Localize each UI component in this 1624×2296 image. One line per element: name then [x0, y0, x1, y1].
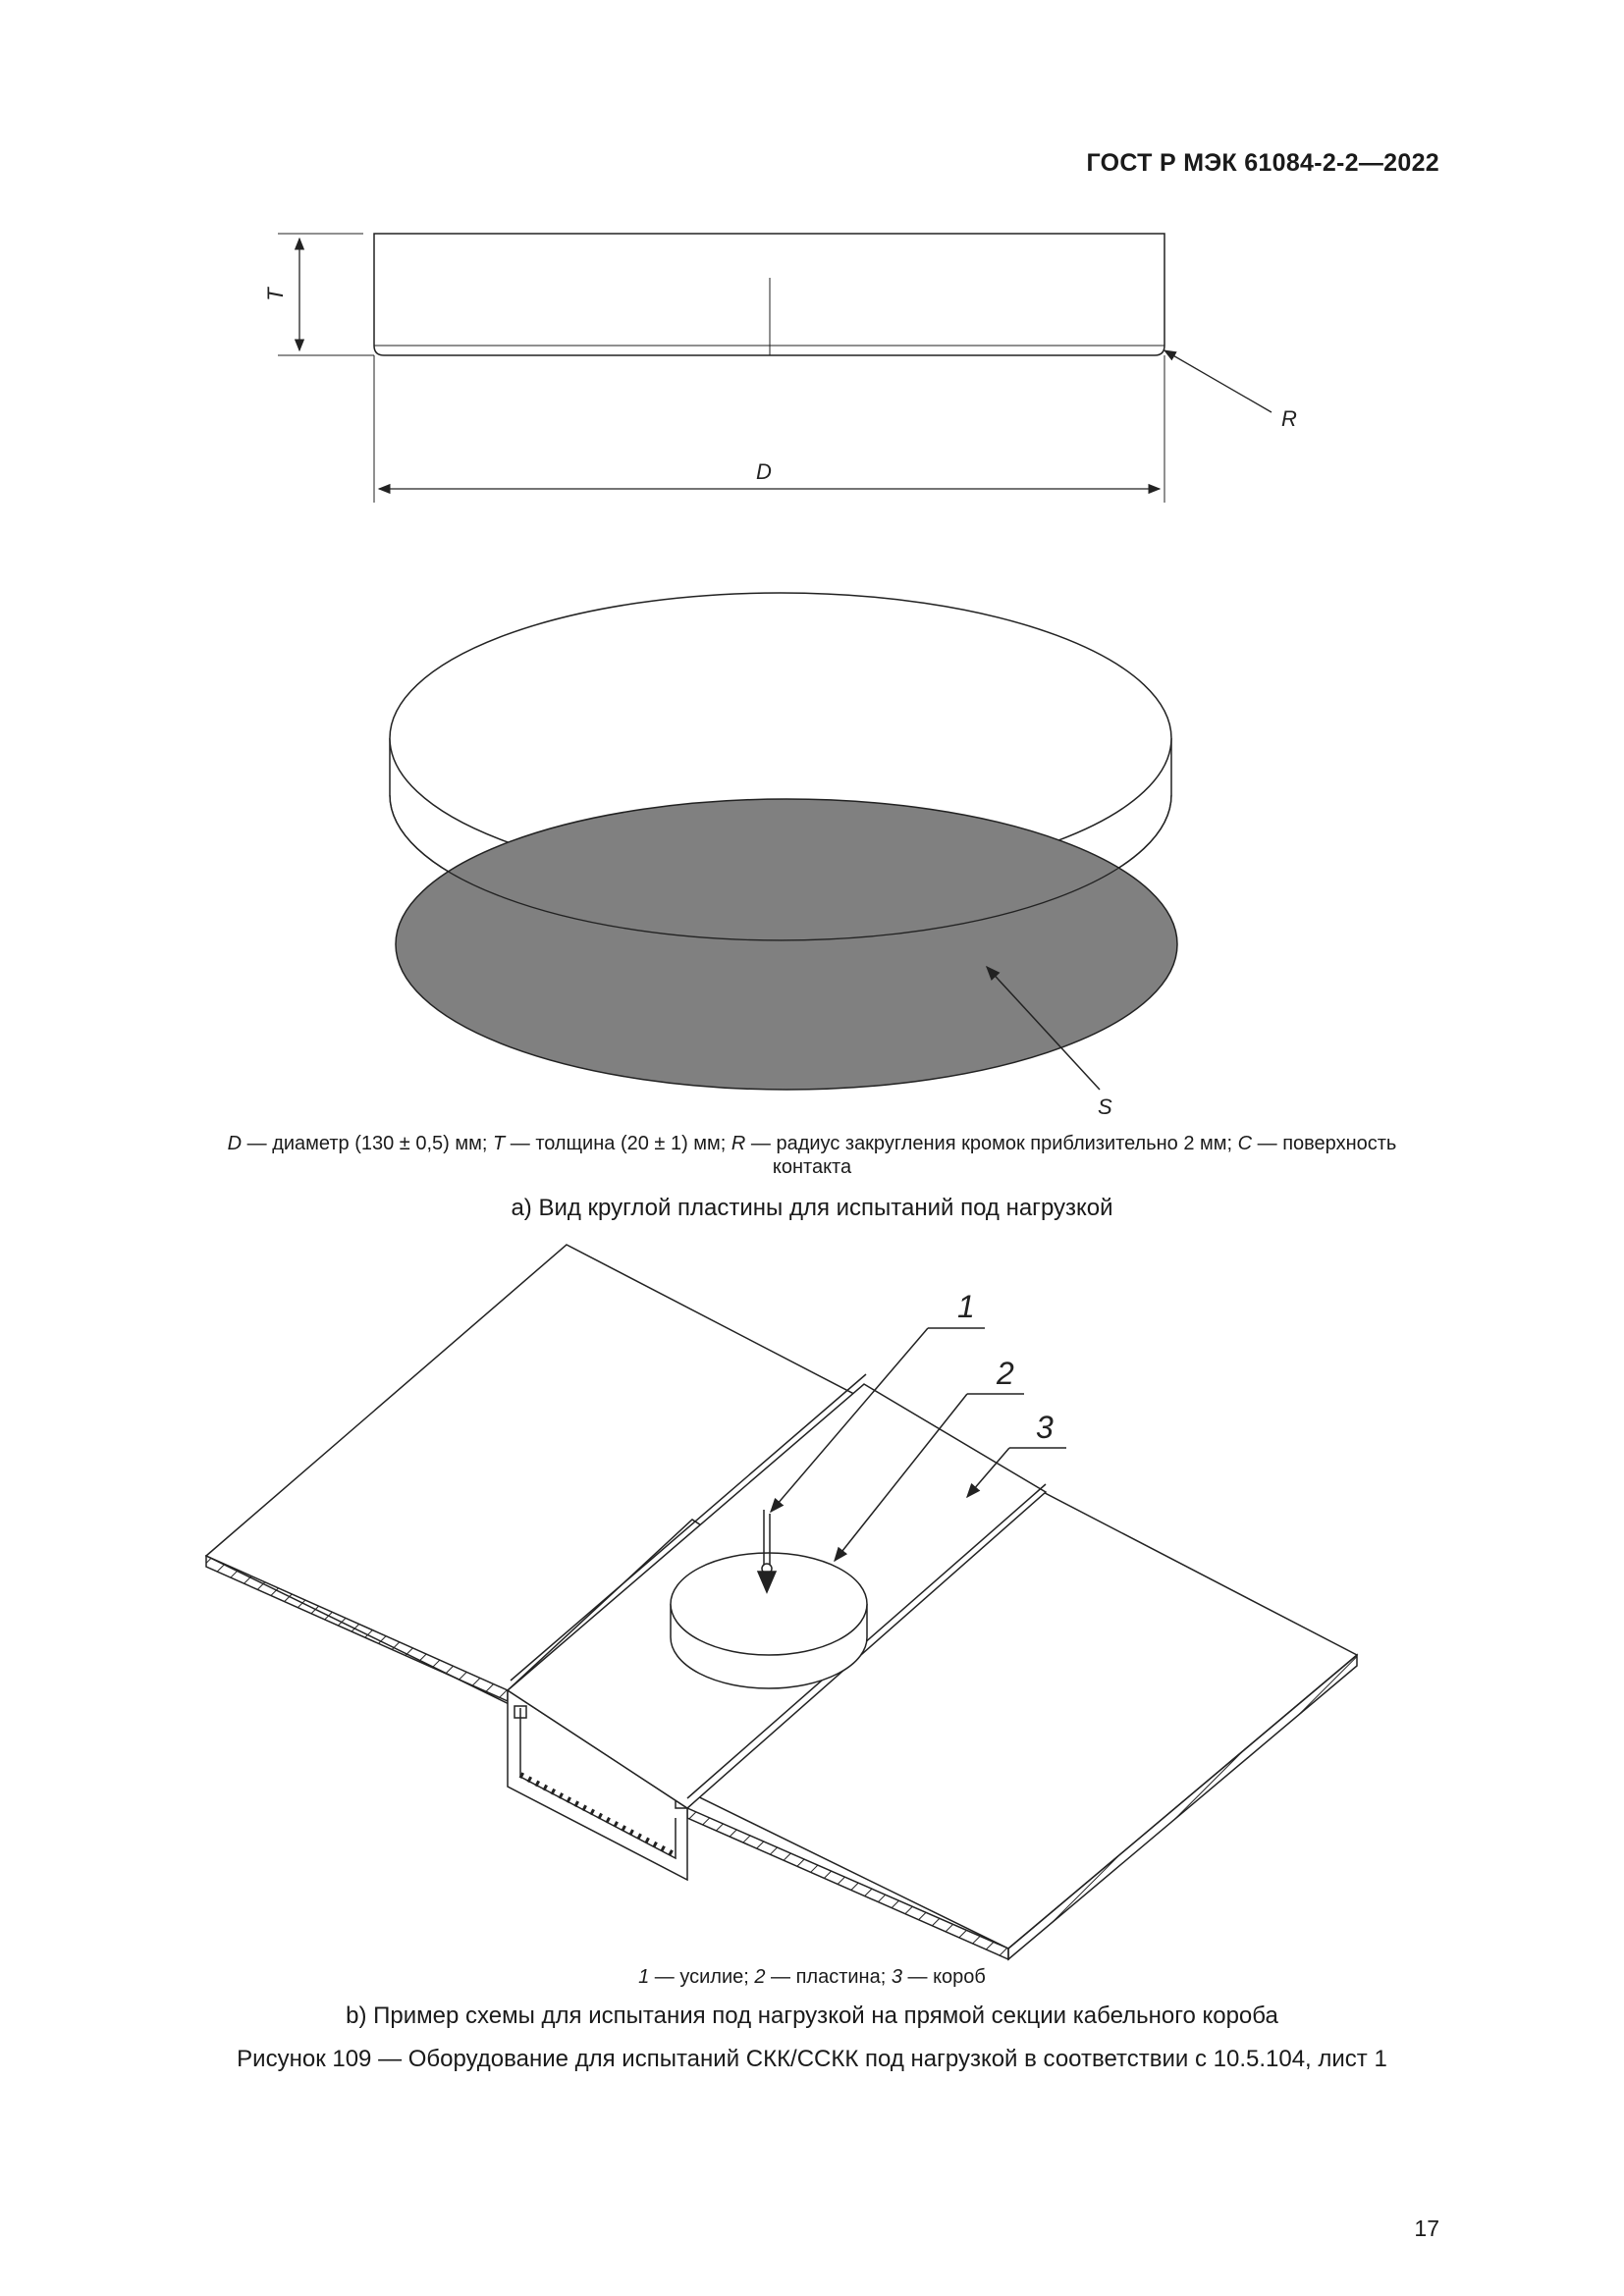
- legend-text-R: — радиус закругления кромок приблизительно 2 мм;: [745, 1133, 1238, 1154]
- callout-2-label: 2: [997, 1356, 1014, 1391]
- figure-a-legend: [0, 1132, 1624, 1179]
- legend-text-3: — короб: [901, 1966, 986, 1988]
- document-header: ГОСТ Р МЭК 61084-2-2—2022: [1086, 149, 1439, 177]
- figure-b-caption: b) Пример схемы для испытания под нагрузкой на прямой секции кабельного короба: [346, 2002, 1278, 2029]
- legend-key-R: R: [731, 1133, 746, 1154]
- figure-title: Рисунок 109 — Оборудование для испытаний СКК/ССКК под нагрузкой в соответствии с 10.5.104, лист 1: [237, 2046, 1387, 2072]
- label-R: R: [1281, 406, 1297, 431]
- callout-3-label: 3: [1036, 1410, 1054, 1445]
- callout-1-label: 1: [957, 1289, 975, 1324]
- figure-b-legend: [0, 1966, 1624, 1989]
- legend-key-2: 2: [754, 1966, 766, 1988]
- legend-text-T: — толщина (20 ± 1) мм;: [505, 1133, 731, 1154]
- legend-key-C: C: [1237, 1133, 1253, 1154]
- radius-leader-line: [1164, 350, 1272, 412]
- figure-a-drawing: [0, 0, 1624, 1129]
- figure-a-caption: а) Вид круглой пластины для испытаний под нагрузкой: [511, 1195, 1113, 1221]
- label-S: S: [1098, 1095, 1112, 1119]
- page-number: 17: [1414, 2216, 1439, 2241]
- figure-b-drawing: [0, 1227, 1624, 1963]
- legend-key-T: T: [492, 1133, 506, 1154]
- legend-text-C: — поверхность: [1252, 1133, 1397, 1154]
- figure-a-legend-line2: контакта: [772, 1156, 852, 1178]
- legend-text-D: — диаметр (130 ± 0,5) мм;: [242, 1133, 493, 1154]
- legend-text-1: — усилие;: [649, 1966, 755, 1988]
- figure-a-legend-line1: [0, 1132, 1624, 1155]
- legend-key-3: 3: [891, 1966, 902, 1988]
- legend-key-D: D: [227, 1133, 243, 1154]
- label-T: T: [263, 288, 288, 301]
- label-D: D: [756, 459, 772, 484]
- legend-key-1: 1: [638, 1966, 650, 1988]
- legend-text-2: — пластина;: [765, 1966, 892, 1988]
